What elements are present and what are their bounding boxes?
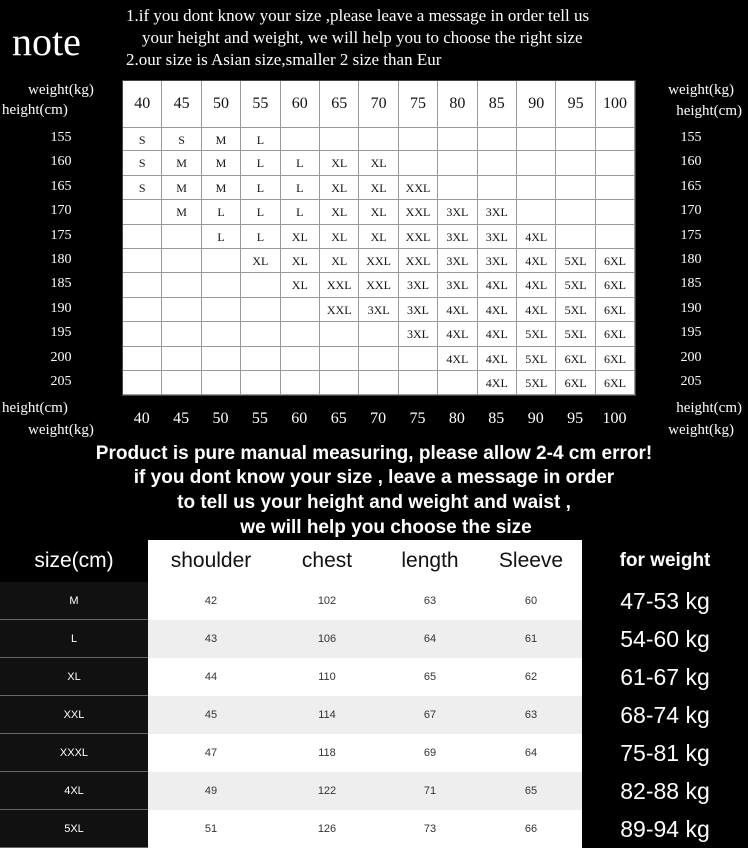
weight-range: 82-88 kg	[620, 778, 710, 804]
weight-header-cell: 55	[241, 81, 280, 127]
grid-cell	[478, 151, 517, 175]
length-value: 65	[423, 671, 437, 683]
grid-cell: 3XL	[478, 200, 517, 224]
grid-cell: M	[202, 127, 241, 151]
grid-cell: XL	[359, 200, 398, 224]
grid-cell: 3XL	[399, 322, 438, 346]
grid-cell	[281, 298, 320, 322]
height-label-top-left: height(cm)	[2, 102, 68, 118]
header-shoulder: shoulder	[170, 549, 252, 572]
grid-cell	[202, 371, 241, 395]
header-for-weight: for weight	[619, 550, 711, 571]
grid-cell	[320, 127, 359, 151]
grid-cell: 4XL	[517, 273, 556, 297]
weight-label-top-left: weight(kg)	[28, 82, 94, 98]
height-label-left: 200	[50, 349, 72, 365]
height-label-right: 160	[680, 154, 702, 170]
grid-cell: XL	[359, 225, 398, 249]
grid-cell	[399, 127, 438, 151]
height-label-right: 170	[680, 203, 702, 219]
weight-range: 54-60 kg	[620, 626, 710, 652]
chest-value: 106	[317, 633, 337, 645]
weight-label-bottom-right: weight(kg)	[668, 422, 734, 438]
grid-cell: S	[123, 176, 162, 200]
measurement-message	[0, 440, 748, 540]
grid-cell: 4XL	[478, 273, 517, 297]
note-title: note	[12, 19, 81, 64]
grid-cell	[162, 298, 201, 322]
shoulder-value: 47	[204, 747, 218, 759]
grid-cell	[556, 127, 595, 151]
length-value: 64	[423, 633, 437, 645]
grid-cell: 3XL	[359, 298, 398, 322]
grid-cell: M	[162, 176, 201, 200]
header-band	[148, 540, 582, 582]
grid-cell: XL	[320, 151, 359, 175]
grid-cell: 5XL	[556, 249, 595, 273]
grid-cell: 6XL	[556, 371, 595, 395]
bottom-weight-label: 60	[291, 410, 308, 427]
height-label-left: 180	[50, 252, 72, 267]
length-value: 67	[423, 709, 437, 721]
height-label-right: 165	[680, 178, 702, 194]
grid-cell	[123, 347, 162, 371]
grid-cell: XXL	[320, 273, 359, 297]
grid-cell: L	[202, 225, 241, 249]
length-value: 63	[423, 595, 437, 607]
grid-cell	[399, 151, 438, 175]
height-label-left: 165	[50, 178, 72, 194]
message-line-1: Product is pure manual measuring, please allow 2-4 cm error!	[95, 443, 653, 464]
grid-cell: 5XL	[556, 273, 595, 297]
grid-cell: 4XL	[517, 225, 556, 249]
grid-cell	[202, 298, 241, 322]
height-label-right: 200	[680, 349, 702, 365]
grid-cell: 4XL	[517, 249, 556, 273]
chest-value: 110	[318, 671, 336, 683]
height-label-left: 195	[50, 325, 72, 341]
grid-cell: XXL	[320, 298, 359, 322]
grid-cell: XXL	[399, 249, 438, 273]
grid-cell: 3XL	[478, 249, 517, 273]
grid-cell: XL	[359, 176, 398, 200]
grid-cell: XXL	[399, 225, 438, 249]
grid-cell	[202, 273, 241, 297]
grid-cell: L	[241, 151, 280, 175]
grid-cell: 5XL	[517, 322, 556, 346]
grid-cell: S	[123, 127, 162, 151]
grid-cell: L	[241, 127, 280, 151]
header-length: length	[401, 549, 459, 572]
height-label-bottom-left: height(cm)	[2, 400, 68, 416]
grid-cell	[162, 347, 201, 371]
grid-cell: XXL	[399, 200, 438, 224]
grid-cell: 6XL	[596, 371, 635, 395]
value-band	[148, 810, 582, 848]
grid-cell: 5XL	[517, 347, 556, 371]
weight-header-cell: 95	[556, 81, 595, 127]
value-band	[148, 772, 582, 810]
grid-cell	[556, 200, 595, 224]
chest-value: 126	[317, 823, 337, 835]
grid-cell	[320, 322, 359, 346]
weight-header-cell: 45	[162, 81, 201, 127]
grid-cell	[162, 249, 201, 273]
grid-cell: 3XL	[438, 273, 477, 297]
grid-cell: XL	[320, 200, 359, 224]
bottom-weight-label: 65	[330, 410, 347, 427]
grid-cell	[517, 176, 556, 200]
grid-cell: 4XL	[478, 298, 517, 322]
grid-cell: 4XL	[438, 347, 477, 371]
grid-cell: XL	[320, 225, 359, 249]
grid-cell	[162, 225, 201, 249]
shoulder-value: 42	[204, 595, 218, 607]
table-row	[0, 734, 748, 772]
grid-cell	[123, 298, 162, 322]
grid-cell: M	[202, 176, 241, 200]
height-label-right: 205	[680, 374, 702, 389]
grid-cell	[241, 371, 280, 395]
grid-cell: 3XL	[438, 249, 477, 273]
chest-value: 114	[318, 709, 336, 721]
grid-cell: L	[281, 176, 320, 200]
sleeve-value: 60	[524, 595, 538, 607]
bottom-weight-label: 55	[251, 410, 268, 427]
grid-cell	[241, 298, 280, 322]
grid-cell	[517, 127, 556, 151]
grid-cell	[123, 371, 162, 395]
size-grid	[122, 80, 636, 396]
size-cell: M	[0, 582, 148, 620]
grid-cell	[162, 371, 201, 395]
weight-range: 47-53 kg	[620, 588, 710, 614]
length-value: 69	[423, 747, 437, 759]
message-line-4: we will help you choose the size	[240, 517, 532, 538]
grid-cell	[281, 322, 320, 346]
grid-cell	[438, 127, 477, 151]
grid-cell	[399, 371, 438, 395]
grid-cell	[281, 127, 320, 151]
weight-header-cell: 90	[517, 81, 556, 127]
grid-cell	[478, 127, 517, 151]
height-label-right: 175	[680, 227, 702, 243]
weight-header-cell: 65	[320, 81, 359, 127]
grid-cell: L	[281, 200, 320, 224]
grid-cell: 6XL	[596, 347, 635, 371]
grid-cell: XL	[281, 273, 320, 297]
chest-value: 118	[318, 747, 336, 759]
grid-cell: 4XL	[517, 298, 556, 322]
grid-cell	[596, 127, 635, 151]
size-cell: 5XL	[0, 810, 148, 848]
bottom-weight-label: 100	[602, 410, 627, 427]
value-band	[148, 734, 582, 772]
grid-cell	[202, 322, 241, 346]
height-label-right: 185	[680, 276, 702, 292]
size-cell: XXXL	[0, 734, 148, 772]
grid-cell	[556, 176, 595, 200]
weight-header-cell: 80	[438, 81, 477, 127]
sleeve-value: 66	[524, 823, 538, 835]
grid-cell: L	[202, 200, 241, 224]
header-sleeve: Sleeve	[498, 549, 564, 572]
grid-cell	[556, 151, 595, 175]
length-value: 71	[423, 785, 437, 797]
height-label-left: 155	[50, 130, 72, 145]
grid-cell	[596, 225, 635, 249]
grid-cell	[241, 322, 280, 346]
grid-cell: XL	[281, 225, 320, 249]
height-label-left: 175	[50, 227, 72, 243]
note-line-3: 2.our size is Asian size,smaller 2 size than Eur	[126, 50, 442, 69]
height-label-left: 185	[50, 276, 72, 292]
chest-value: 122	[317, 785, 337, 797]
weight-header-cell: 50	[202, 81, 241, 127]
grid-cell	[478, 176, 517, 200]
grid-cell	[399, 347, 438, 371]
table-row	[0, 582, 748, 620]
size-cell: L	[0, 620, 148, 658]
grid-cell: XL	[320, 249, 359, 273]
height-label-left: 160	[50, 154, 72, 170]
height-label-left: 190	[50, 300, 72, 316]
grid-cell	[123, 200, 162, 224]
weight-header-cell: 100	[596, 81, 635, 127]
table-row	[0, 810, 748, 848]
weight-label-top-right: weight(kg)	[668, 82, 734, 98]
height-label-left: 170	[50, 203, 72, 219]
grid-cell: 3XL	[438, 200, 477, 224]
chest-value: 102	[317, 595, 337, 607]
table-row	[0, 620, 748, 658]
grid-cell	[438, 371, 477, 395]
grid-cell	[556, 225, 595, 249]
grid-cell: 6XL	[596, 322, 635, 346]
height-label-right: 155	[680, 130, 702, 145]
shoulder-value: 51	[204, 823, 218, 835]
weight-range: 75-81 kg	[620, 740, 710, 766]
grid-cell: 6XL	[556, 347, 595, 371]
bottom-weight-label: 90	[527, 410, 544, 427]
grid-cell	[123, 249, 162, 273]
grid-cell: XXL	[399, 176, 438, 200]
grid-cell	[359, 127, 398, 151]
bottom-weight-label: 40	[133, 410, 150, 427]
grid-cell: 6XL	[596, 273, 635, 297]
sleeve-value: 65	[524, 785, 538, 797]
size-cell: XXL	[0, 696, 148, 734]
grid-cell	[123, 225, 162, 249]
grid-cell	[596, 151, 635, 175]
size-cell: 4XL	[0, 772, 148, 810]
grid-cell	[123, 322, 162, 346]
grid-cell: 3XL	[399, 298, 438, 322]
grid-cell: 5XL	[517, 371, 556, 395]
weight-header-cell: 60	[281, 81, 320, 127]
grid-cell: 4XL	[438, 322, 477, 346]
size-cell: XL	[0, 658, 148, 696]
bottom-weight-label: 70	[370, 410, 387, 427]
grid-cell: S	[162, 127, 201, 151]
grid-cell	[241, 347, 280, 371]
grid-cell: 5XL	[556, 322, 595, 346]
header-size: size(cm)	[34, 549, 114, 572]
sleeve-value: 61	[524, 633, 538, 645]
size-table	[0, 540, 748, 847]
shoulder-value: 45	[204, 709, 218, 721]
grid-cell: M	[162, 151, 201, 175]
grid-cell	[320, 371, 359, 395]
grid-cell	[359, 347, 398, 371]
grid-cell	[281, 347, 320, 371]
bottom-weight-label: 95	[567, 410, 584, 427]
grid-cell	[162, 322, 201, 346]
height-label-right: 180	[680, 252, 702, 267]
grid-cell: 6XL	[596, 249, 635, 273]
bottom-weight-label: 75	[409, 410, 426, 427]
shoulder-value: 43	[204, 633, 218, 645]
grid-cell: L	[281, 151, 320, 175]
grid-cell	[517, 151, 556, 175]
height-label-right: 195	[680, 325, 702, 341]
grid-cell: 3XL	[399, 273, 438, 297]
bottom-weight-label: 80	[448, 410, 465, 427]
grid-cell	[281, 371, 320, 395]
value-band	[148, 658, 582, 696]
grid-cell: XL	[241, 249, 280, 273]
weight-header-cell: 40	[123, 81, 162, 127]
grid-cell	[202, 249, 241, 273]
grid-cell: XL	[281, 249, 320, 273]
sleeve-value: 62	[524, 671, 538, 683]
grid-cell: L	[241, 176, 280, 200]
grid-cell	[438, 151, 477, 175]
weight-range: 68-74 kg	[620, 702, 710, 728]
height-label-right: 190	[680, 300, 702, 316]
grid-cell: 6XL	[596, 298, 635, 322]
bottom-weight-label: 85	[488, 410, 505, 427]
shoulder-value: 49	[204, 785, 218, 797]
grid-cell: XL	[359, 151, 398, 175]
grid-cell	[202, 347, 241, 371]
grid-cell	[241, 273, 280, 297]
note-line-2: your height and weight, we will help you to choose the right size	[142, 28, 583, 47]
grid-cell	[320, 347, 359, 371]
grid-cell: 4XL	[478, 371, 517, 395]
grid-cell	[123, 273, 162, 297]
weight-header-cell: 75	[399, 81, 438, 127]
bottom-weight-label: 50	[212, 410, 229, 427]
grid-cell: L	[241, 225, 280, 249]
sleeve-value: 63	[524, 709, 538, 721]
grid-cell: M	[162, 200, 201, 224]
grid-cell: 5XL	[556, 298, 595, 322]
table-row	[0, 658, 748, 696]
grid-cell	[517, 200, 556, 224]
grid-cell: XL	[320, 176, 359, 200]
grid-cell: 3XL	[438, 225, 477, 249]
weight-label-bottom-left: weight(kg)	[28, 422, 94, 438]
grid-cell: 3XL	[478, 225, 517, 249]
grid-cell	[596, 200, 635, 224]
grid-cell	[359, 371, 398, 395]
bottom-weight-label: 45	[173, 410, 190, 427]
sleeve-value: 64	[524, 747, 538, 759]
grid-cell: 4XL	[438, 298, 477, 322]
grid-cell: 4XL	[478, 347, 517, 371]
message-line-2: if you dont know your size , leave a message in order	[133, 467, 615, 488]
grid-cell: S	[123, 151, 162, 175]
value-band	[148, 620, 582, 658]
grid-cell	[162, 273, 201, 297]
weight-range: 89-94 kg	[620, 816, 710, 842]
weight-range: 61-67 kg	[620, 664, 710, 690]
grid-cell	[596, 176, 635, 200]
weight-header-cell: 70	[359, 81, 398, 127]
grid-cell: XXL	[359, 249, 398, 273]
table-row	[0, 696, 748, 734]
grid-cell	[438, 176, 477, 200]
grid-cell	[359, 322, 398, 346]
shoulder-value: 44	[204, 671, 218, 683]
note-line-1: 1.if you dont know your size ,please leave a message in order tell us	[126, 6, 590, 25]
value-band	[148, 696, 582, 734]
message-line-3: to tell us your height and weight and waist ,	[177, 492, 571, 513]
weight-header-cell: 85	[478, 81, 517, 127]
height-label-bottom-right: height(cm)	[676, 400, 742, 416]
length-value: 73	[423, 823, 437, 835]
grid-cell: L	[241, 200, 280, 224]
grid-cell: M	[202, 151, 241, 175]
grid-cell: XXL	[359, 273, 398, 297]
grid-cell: 4XL	[478, 322, 517, 346]
height-label-left: 205	[50, 374, 72, 389]
table-row	[0, 772, 748, 810]
value-band	[148, 582, 582, 620]
header-chest: chest	[301, 549, 353, 572]
height-label-top-right: height(cm)	[676, 103, 742, 119]
